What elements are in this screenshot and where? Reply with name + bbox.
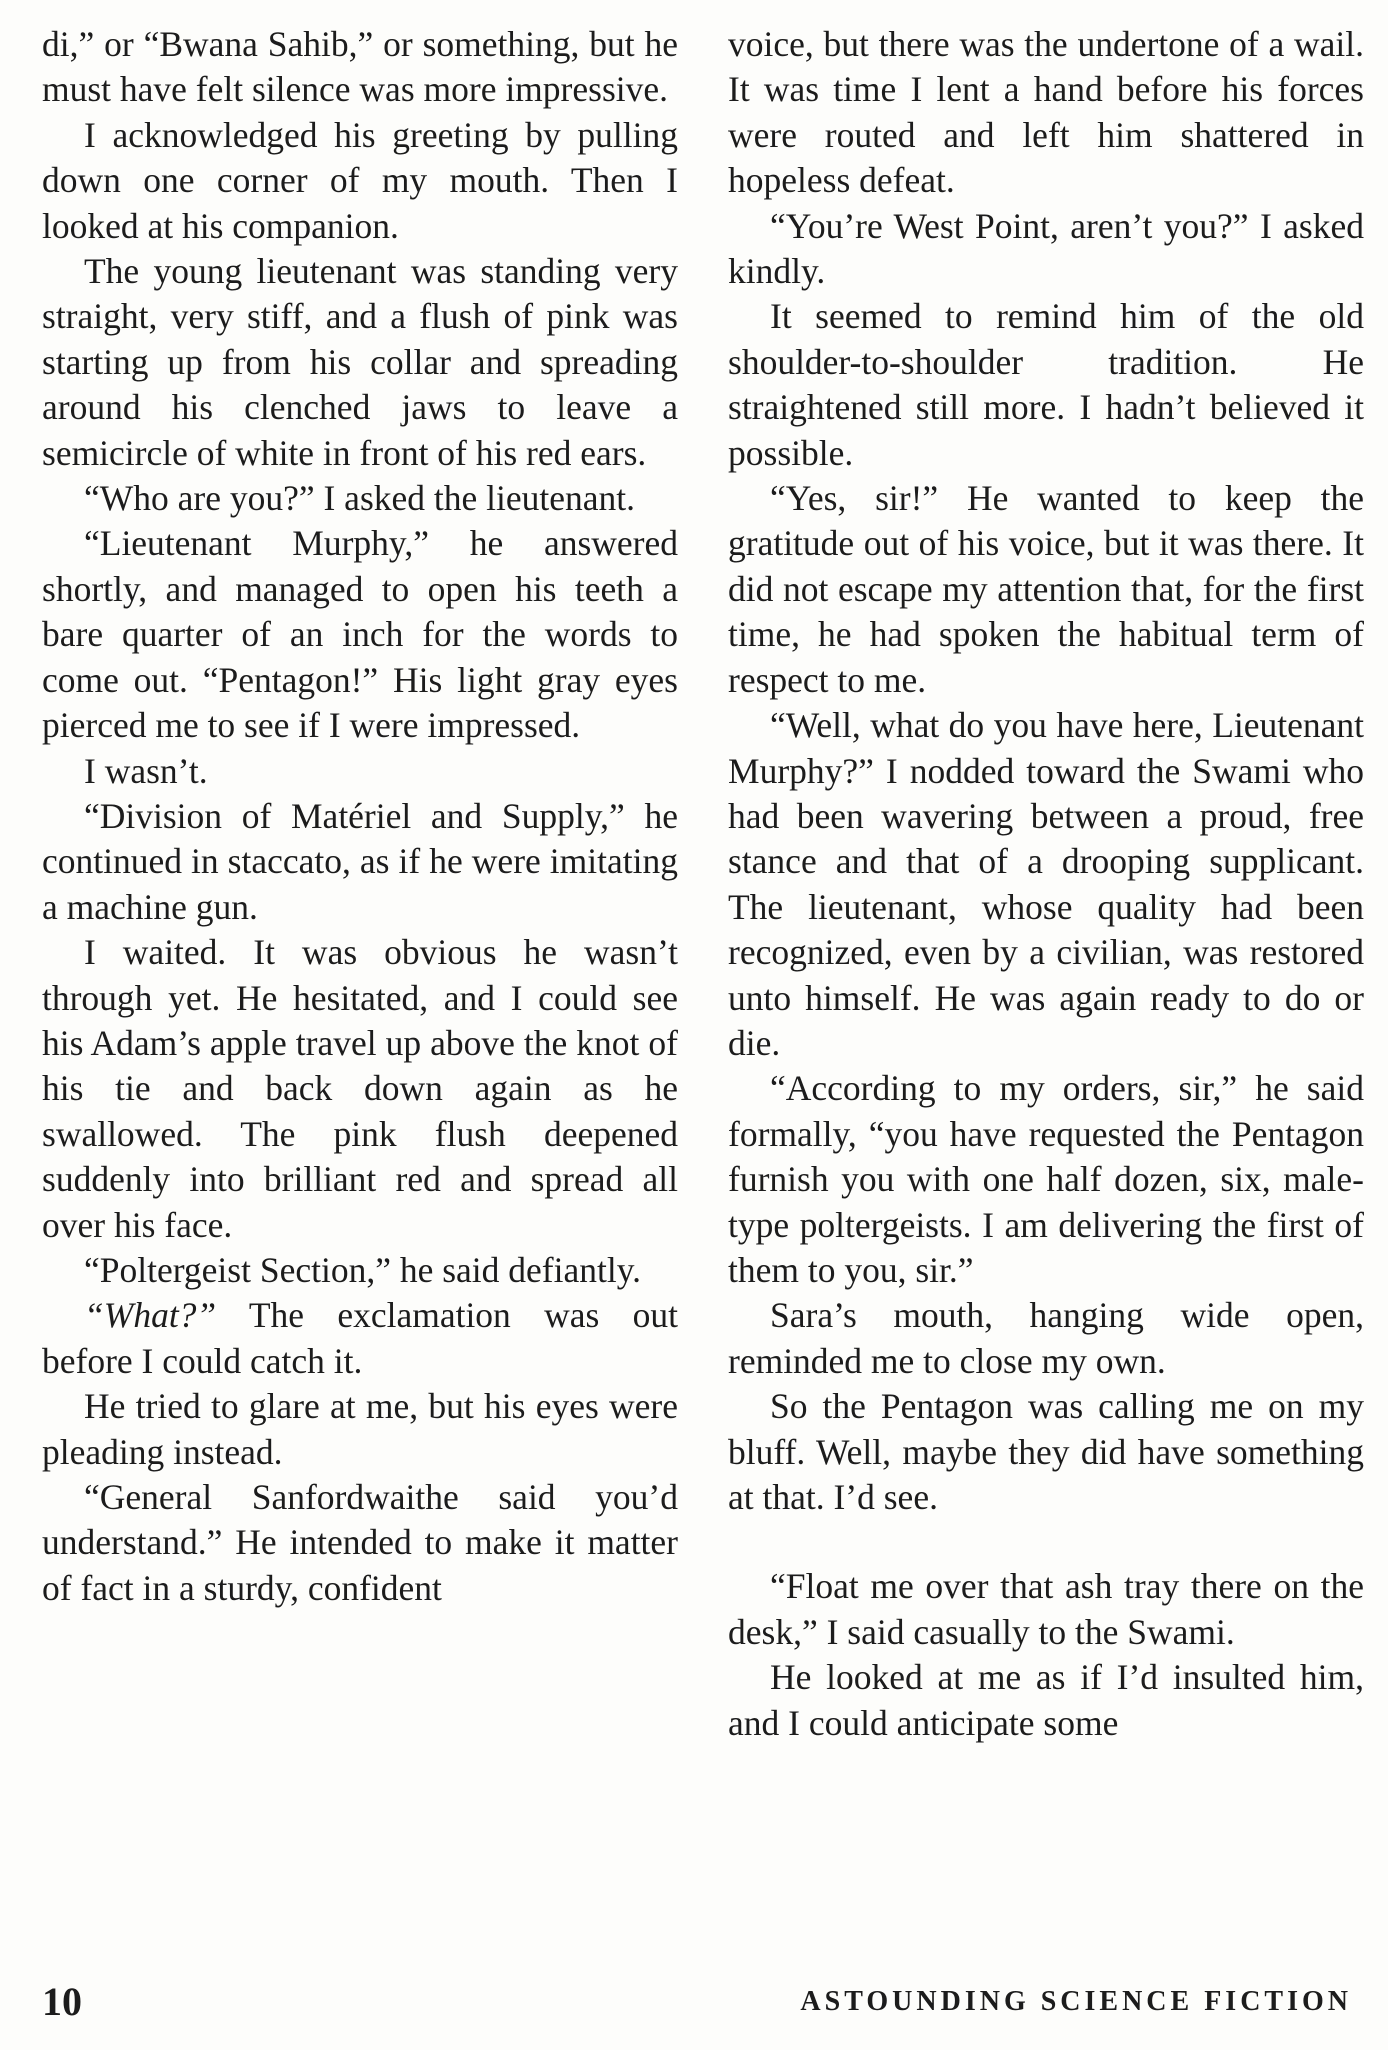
paragraph: “Poltergeist Section,” he said defiantly. (84, 1249, 642, 1290)
paragraph-text: The exclamation was out before I could catch it. (42, 1295, 678, 1381)
page-number: 10 (42, 1979, 82, 2024)
running-footer-title: ASTOUNDING SCIENCE FICTION (800, 1986, 1352, 2017)
right-column (728, 22, 1364, 1746)
paragraph: “Division of Matériel and Supply,” he continued in staccato, as if he were imitating a machine gun. (42, 795, 678, 927)
paragraph: I acknowledged his greeting by pulling down one corner of my mouth. Then I looked at his companion. (42, 114, 678, 246)
paragraph: “Float me over that ash tray there on the desk,” I said casually to the Swami. (728, 1566, 1364, 1652)
paragraph: “According to my orders, sir,” he said formally, “you have requested the Pentagon furnish you with one half dozen, six, male-type poltergeists. I am delivering the first of them to you, sir.” (728, 1068, 1364, 1290)
paragraph: “Lieutenant Murphy,” he answered shortly, and managed to open his teeth a bare quarter of an inch for the words to come out. “Pentagon!” His light gray eyes pierced me to see if I were impressed. (42, 523, 678, 746)
paragraph: di,” or “Bwana Sahib,” or something, but he must have felt silence was more impressive. (42, 24, 678, 110)
paragraph: “General Sanfordwaithe said you’d understand.” He intended to make it matter of fact in a sturdy, confident (42, 1477, 678, 1608)
paragraph: The young lieutenant was standing very straight, very stiff, and a flush of pink was starting up from his collar and spreading around his clenched jaws to leave a semicircle of white in front of his red ears. (42, 251, 678, 473)
paragraph: So the Pentagon was calling me on my bluff. Well, maybe they did have something at that. I’d see. (728, 1386, 1364, 1517)
paragraph: I wasn’t. (84, 750, 208, 791)
paragraph: He tried to glare at me, but his eyes were pleading instead. (42, 1386, 678, 1472)
paragraph: “Who are you?” I asked the lieutenant. (84, 478, 635, 519)
left-column (42, 22, 678, 1611)
paragraph: I waited. It was obvious he wasn’t through yet. He hesitated, and I could see his Adam’s apple travel up above the knot of his tie and back down again as he swallowed. The pink flush deepened suddenly into brilliant red and spread all over his face. (42, 932, 678, 1245)
paragraph: “You’re West Point, aren’t you?” I asked kindly. (728, 205, 1364, 292)
paragraph: He looked at me as if I’d insulted him, and I could anticipate some (728, 1657, 1364, 1743)
page-footer (42, 1978, 1352, 2028)
paragraph: “Well, what do you have here, Lieutenant Murphy?” I nodded toward the Swami who had been wavering between a proud, free stance and that of a drooping supplicant. The lieutenant, whose quality had been recognized, even by a civilian, was restored unto himself. He was again ready to do or die. (728, 705, 1364, 1063)
paragraph: “Yes, sir!” He wanted to keep the gratitude out of his voice, but it was there. It did not escape my attention that, for the first time, he had spoken the habitual term of respect to me. (728, 478, 1364, 700)
paragraph: Sara’s mouth, hanging wide open, reminded me to close my own. (728, 1295, 1364, 1381)
paragraph: voice, but there was the undertone of a wail. It was time I lent a hand before his forces were routed and left him shattered in hopeless defeat. (728, 24, 1364, 201)
italic-exclamation: “What?” (84, 1295, 217, 1336)
paragraph: It seemed to remind him of the old shoulder-to-shoulder tradition. He straightened still more. I hadn’t believed it possible. (728, 296, 1364, 473)
paragraph (42, 1293, 678, 1384)
